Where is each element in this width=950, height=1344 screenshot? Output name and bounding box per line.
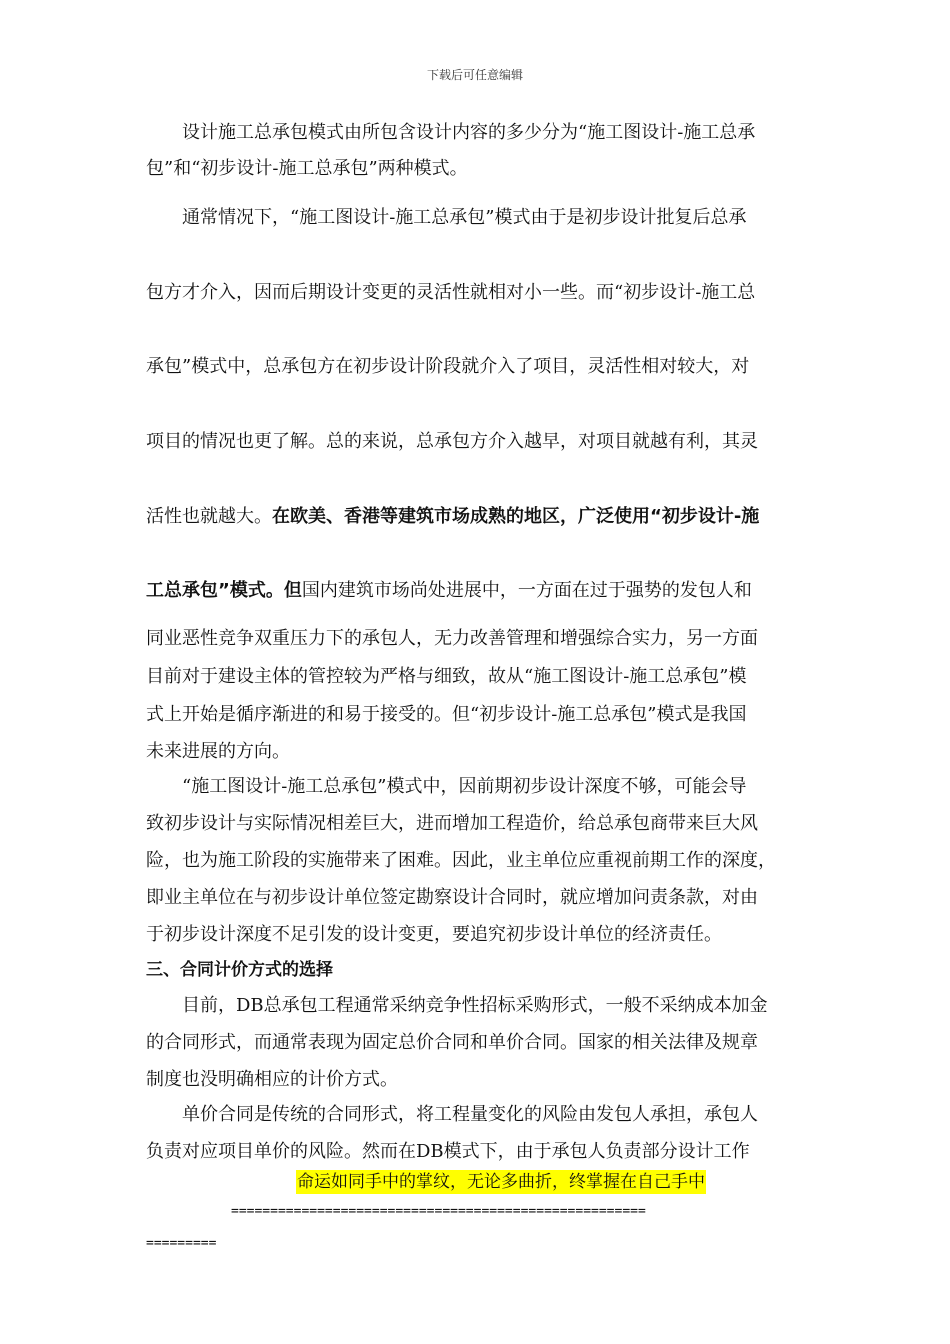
paragraph-line: 负责对应项目单价的风险。然而在DB模式下，由于承包人负责部分设计工作 (146, 1141, 750, 1162)
bold-text-run: 工总承包”模式。但 (146, 580, 302, 601)
paragraph-line: 险，也为施工阶段的实施带来了困难。因此，业主单位应重视前期工作的深度， (146, 850, 776, 871)
paragraph-line: 设计施工总承包模式由所包含设计内容的多少分为“施工图设计-施工总承 (182, 122, 756, 143)
paragraph-line: 包方才介入，因而后期设计变更的灵活性就相对小一些。而“初步设计-施工总 (146, 282, 756, 303)
paragraph-line: 于初步设计深度不足引发的设计变更，要追究初步设计单位的经济责任。 (146, 924, 722, 945)
paragraph-line: 同业恶性竞争双重压力下的承包人，无力改善管理和增强综合实力，另一方面 (146, 628, 758, 649)
paragraph-line: 式上开始是循序渐进的和易于接受的。但“初步设计-施工总承包”模式是我国 (146, 704, 747, 725)
paragraph-line: 项目的情况也更了解。总的来说，总承包方介入越早，对项目就越有利，其灵 (146, 431, 758, 452)
paragraph-line: 未来进展的方向。 (146, 741, 290, 762)
highlighted-quote: 命运如同手中的掌纹，无论多曲折，终掌握在自己手中 (297, 1172, 705, 1192)
paragraph-line: 单价合同是传统的合同形式，将工程量变化的风险由发包人承担，承包人 (182, 1104, 758, 1125)
paragraph-line: “施工图设计-施工总承包”模式中，因前期初步设计深度不够，可能会导 (182, 776, 747, 797)
paragraph-line: 致初步设计与实际情况相差巨大，进而增加工程造价，给总承包商带来巨大风 (146, 813, 758, 834)
paragraph-line: 制度也没明确相应的计价方式。 (146, 1069, 398, 1090)
text-run: 国内建筑市场尚处进展中，一方面在过于强势的发包人和 (301, 580, 752, 601)
paragraph-line (146, 579, 752, 603)
section-heading: 三、合同计价方式的选择 (146, 960, 333, 980)
text-run: 活性也就越大。 (146, 506, 272, 527)
separator-line: ========= (146, 1236, 217, 1251)
paragraph-line: 即业主单位在与初步设计单位签定勘察设计合同时，就应增加问责条款，对由 (146, 887, 758, 908)
page-header: 下载后可任意编辑 (426, 68, 523, 82)
paragraph-line (146, 505, 759, 529)
paragraph-line: 承包”模式中，总承包方在初步设计阶段就介入了项目，灵活性相对较大，对 (146, 356, 750, 377)
paragraph-line: 包”和“初步设计-施工总承包”两种模式。 (146, 158, 468, 179)
paragraph-line: 通常情况下，“施工图设计-施工总承包”模式由于是初步设计批复后总承 (182, 207, 747, 228)
separator-line: ===================================================== (231, 1204, 646, 1219)
bold-text-run: 在欧美、香港等建筑市场成熟的地区，广泛使用“初步设计-施 (272, 506, 760, 527)
paragraph-line: 目前，DB总承包工程通常采纳竞争性招标采购形式，一般不采纳成本加金 (182, 995, 768, 1016)
paragraph-line: 的合同形式，而通常表现为固定总价合同和单价合同。国家的相关法律及规章 (146, 1032, 758, 1053)
paragraph-line: 目前对于建设主体的管控较为严格与细致，故从“施工图设计-施工总承包”模 (146, 666, 747, 687)
